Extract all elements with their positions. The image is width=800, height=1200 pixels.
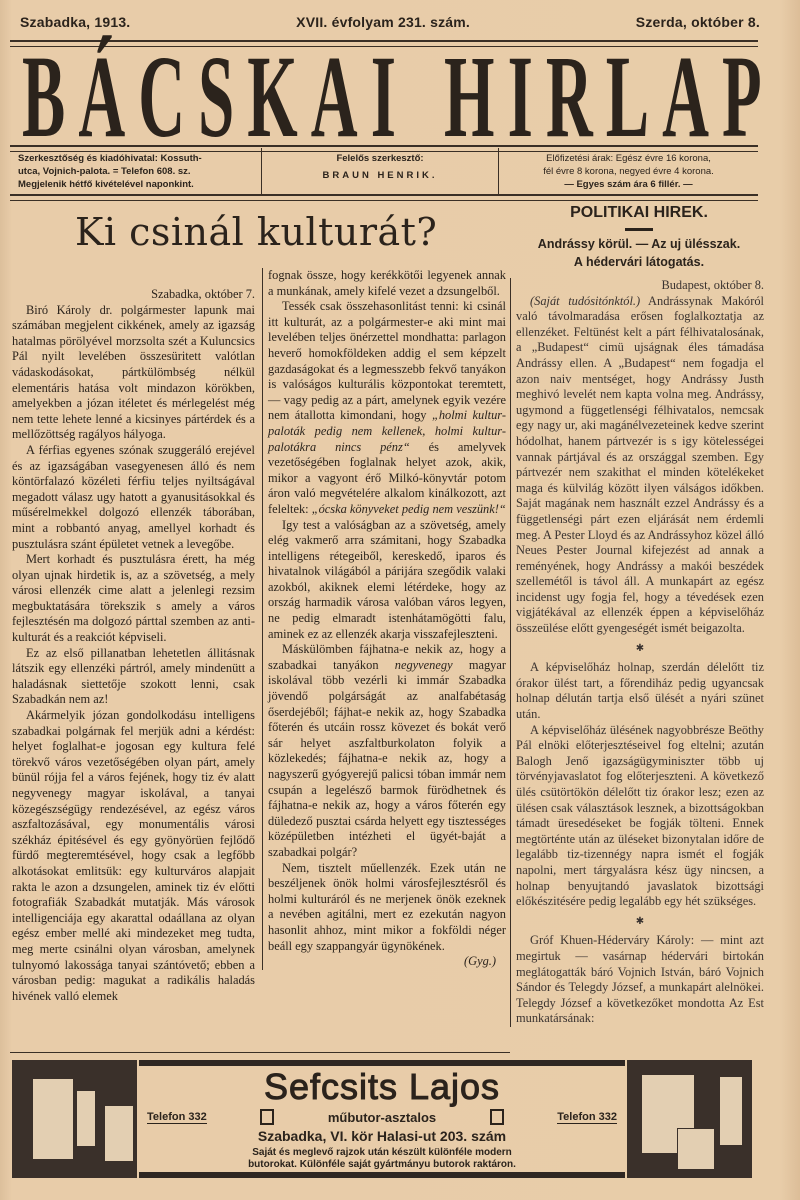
wardrobe-shape: [32, 1078, 74, 1160]
quote-italic: „holmi kultur-paloták pedig nem kellenek, holmi kultur-palotákra nincs pénz“: [268, 408, 506, 454]
masthead-letter: I: [507, 31, 533, 162]
emphasis-italic: negyvenegy: [394, 657, 453, 672]
politics-column: [510, 278, 764, 1027]
advert-description: butorokat. Különféle saját gyártmányu butorok raktáron.: [248, 1159, 516, 1170]
article-column-1: [12, 287, 255, 1004]
masthead-letter: A: [662, 31, 709, 162]
paragraph: Ez az első pillanatban lehetetlen állitásnak látszik egy ellenzéki pártról, amely mindenütt a haladásnak siettetője szokott lenni, csak Szabadkán nem az!: [12, 645, 255, 707]
advertiser-name: Sefcsits Lajos: [263, 1066, 501, 1107]
phone-right: Telefon 332: [557, 1110, 617, 1123]
article-headline: Ki csinál kulturát?: [75, 210, 438, 254]
office-line: Megjelenik hétfő kivételével naponkint.: [18, 179, 194, 190]
price-line: — Egyes szám ára 6 fillér. —: [564, 179, 693, 190]
issue-date: Szerda, október 8.: [635, 14, 760, 30]
editor-info: [262, 148, 499, 196]
mirror-shape: [76, 1090, 96, 1147]
kitchen-furniture-illustration: [627, 1060, 752, 1178]
text-run: magyar iskolával több vezérli ki immár Szabadka jövendő polgárságát az analfabétaság őserdejéből; fájhat-e nekik az, hogy Szabadka főterén és utcáin rossz kövezet és bokát verő sár helyet aszfaltburkolaton folyik a közlekedés; fájhatna-e nekik az, hogy a nagyszerű gyógyerejű palicsi tóban immár nem csupán a legelésző barmok fürödhetnek és fájhatna-e nekik az, hogy a város főterén egy düledező pusztai csárda helyett egy tisztességes középületben intézheti el ügyét-baját a szabadkai polgár?: [268, 657, 506, 859]
paragraph: Akármelyik józan gondolkodásu intelligens szabadkai polgárnak fel merjük adni a kérdést: helyet foglalhat-e jogosan egy kultura felé törekvő város vezetőségében olyan párt, amely bünül rójja fel a város fejének, hogy tiz év alatt negyvenegy magyar iskolával, a tanyai közegészségügy rendezésével, az egész város aszfaltozásával, egy monumentális városi székház épitésével és egy gyönyörüen fejlődő fürdő megteremtésével, hogy csak a legfőbb alkotásokat emlitsük: egy kulturváros alapjait rakta le azon a dzsungelen, aminek tiz év előtti fotografiák Szabadkát mutatják. Más városok intelligenciája egy akarattal odaállana az olyan egész ember mellé aki mindezeket meg tudta, meg merte csinálni olyan városban, amelynek tulnyomó lakossága tanyai szántóvető; ebben a városban pedig: magukat a radikális haladás hivének valló elemek: [12, 708, 255, 1003]
masthead-letter: L: [605, 31, 650, 162]
office-line: utca, Vojnich-palota. = Telefon 608. sz.: [18, 166, 191, 177]
politics-dateline: Budapest, október 8.: [661, 278, 764, 292]
paragraph: Igy test a valóságban az a szövetség, amely elég vakmerő arra számitani, hogy Szabadka intelligens rétegeiből, kereskedő, iparos és hivatalnok világából a párijára szegődik valaki azokból, akiknek elemi létérdeke, hogy az ország harmadik városa valóban város legyen, ne pedig elmaradt istenhátamögötti falu, aminek ez az ellenzék akarja visszafejleszteni.: [268, 517, 506, 641]
advert-text: [139, 1060, 625, 1178]
divider: [10, 1052, 510, 1053]
paragraph: Gróf Khuen-Héderváry Károly: — mint azt megirtuk — vasárnap hédervári birtokán meglátogatták báró Vojnich István, báró Vojnich Sándor és Telegdy József, a munkapárt alelnökei. Telegdy József a következőket mondotta Az Est munkatársának:: [516, 933, 764, 1026]
masthead-letter: K: [247, 31, 298, 162]
price-line: fél évre 8 korona, negyed évre 4 korona.: [543, 166, 714, 177]
info-bar: [10, 148, 758, 196]
masthead-letter: C: [138, 31, 186, 162]
price-line: Előfizetési árak: Egész évre 16 korona,: [546, 153, 711, 164]
masthead-letter: H: [444, 31, 495, 162]
paragraph: fognak össze, hogy kerékkötői legyenek annak a munkának, amely kifelé vezet a dzsungelből.: [268, 268, 506, 298]
paragraph: A képviselőház ülésének nagyobbrésze Beöthy Pál elnöki előterjesztéseivel fog eltelni; azután Balogh Jenő igazságügyminiszter több uj törvényjavaslatot fog előterjeszteni. A következő ülés csütörtökön délelőtt tiz órakor lesz; ezen az ülésen csak választások lesznek, a bizottságokban támadt üresedéseket be fogják tölteni. Ennek megtörténte után az üléseket bizonytalan időre de legalább tiz-tizennégy napra ismét el fogják napolni, mert tárgyalásra kész ügy nincsen, a holnap benyujtandó javaslatok bizottsági előkészitésére pedig legalább egy hét szükséges.: [516, 722, 764, 909]
masthead-letter: R: [545, 31, 593, 162]
article-dateline: Szabadka, október 7.: [151, 287, 255, 301]
divider: [625, 228, 653, 231]
trade: műbutor-asztalos: [327, 1109, 437, 1125]
text-run: Tessék csak összehasonlitást tenni: ki csinál itt kulturát, az a polgármester-e aki mint mai levelében teljes önérzettel mondhatta: parlagon heverő homokföldeken addig el sem képzelt gazdaságokat és a legmesszebb fekvő tanyákon is valóságos kulturális központokat teremtett, — vagy pedig az a párt, amelynek egyik vezére nem átallotta kimondani, hogy: [268, 299, 506, 423]
office-line: Szerkesztőség és kiadóhivatal: Kossuth-: [18, 153, 202, 164]
subheadline: A hédervári látogatás.: [573, 255, 705, 269]
furniture-advert: [12, 1060, 752, 1178]
source-italic: (Saját tudósitónktól.): [530, 293, 641, 308]
paragraph: [268, 299, 506, 517]
article-signature: (Gyg.): [464, 954, 496, 969]
paragraph: A képviselőház holnap, szerdán délelőtt tiz órakor ülést tart, a főrendiház pedig ugyancsak holnap délután tartja első ülését a nyári szünet után.: [516, 660, 764, 722]
quote-italic: „ócska könyveket pedig nem veszünk!“: [311, 501, 506, 516]
paragraph: A férfias egyenes szónak szuggeráló erejével és az igazságában vasegyenesen álló és nem köntörfalazó közéleti férfiu teljes nyiltságával megadott válasz ugy hatott a gyanusitásokkal és műsérelmekkel dolgozó ellenzék táborában, mint a robbantó anyag, amellyel korhadt és pusztulásra szánt épületet vetnek a levegőbe.: [12, 442, 255, 551]
phone-left: Telefon 332: [147, 1110, 207, 1123]
editor-label: Felelős szerkesztő:: [336, 153, 424, 164]
bedroom-furniture-illustration: [12, 1060, 137, 1178]
section-title: POLITIKAI HIREK.: [570, 204, 708, 221]
subheadline: Andrássy körül. — Az uj ülésszak.: [537, 237, 741, 251]
paragraph: Biró Károly dr. polgármester lapunk mai számában megjelent cikkének, amely az igazság hatalmas pörölyével morzsolta szét a Kuluncsics Pál nyilt levelében összesüritett valótlan vádaskodásokat, pártkülömbség nélkül elementáris hatása volt mindazon körökben, amelyekben a józan itéletet és mérlegelést még nem tette lehete lenné a kicsinyes pártérdek és a mellőzöttség ragályos hályoga.: [12, 302, 255, 442]
editor-name: BRAUN HENRIK.: [322, 170, 438, 181]
office-info: [10, 148, 262, 196]
top-line: [20, 14, 760, 30]
masthead-letter: I: [370, 31, 396, 162]
masthead-letter: Á: [78, 31, 126, 162]
square-icon: [260, 1109, 274, 1125]
subscription-info: [499, 148, 758, 196]
masthead-letter: B: [22, 31, 66, 162]
masthead-letter: A: [310, 31, 358, 162]
paragraph: Mert korhadt és pusztulásra érett, ha még olyan ujnak hirdetik is, az a szövetség, a mely városi ellenzék cime alatt a jelenlegi rezsim megbuktatására törekszik s amely a város fejlesztésén ma dolgozó párttal szemben az anti-kulturát és a reakciót képviseli.: [12, 552, 255, 645]
politics-header: [510, 200, 768, 271]
paragraph: [268, 642, 506, 860]
text-run: és amelyvek vezetőségében foglalnak helyet azok, akik, mikor a vagyont érő Milkó-könyvtár potom áron való megvételére alkalom kinálkozott, azt feleltek:: [268, 439, 506, 516]
bed-shape: [104, 1105, 134, 1162]
article-column-2: [262, 268, 506, 970]
separator-icon: ✱: [635, 915, 645, 927]
cupboard-shape: [719, 1076, 743, 1146]
text-run: Máskülömben fájhatna-e nekik az, hogy a szabadkai tanyákon: [268, 642, 506, 672]
advert-phone-row: [147, 1109, 617, 1125]
text-run: Andrássynak Makóról való távolmaradása erősen foglalkoztatja az ellenzéket. Feltünést kelt a párt félhivatalosának, a „Budapest“ cimü ujságnak éles támadása Andrássy ellen. A „Budapest“ nem fogadja el azon naiv mentséget, hogy Andrássy Justh meghivó levelét nem kapta volna meg. Andrássy, ugymond a függetlenségi félhivatalos, nemcsak egy nagy ur, aki magánélvezeteinek kedve szerint hódolhat, hanem pártvezér is s igy kötelességei vannak pártjával és az országgal szemben. Egy pártvezér nem szakithat el minden kötelékeket maga és külvilág között ilyen válságos időkben. Saját magának nem használt ezzel Andrássy és a függetlenségi párt ezen eljárását nem érdemli meg. A Pester Lloyd és az Andrássyhoz közel álló Neues Pester Journal kifejezést ad annak a reményének, hogy Andrássy a makói beszédek szellemétől is távol áll. A munkapárt az egész incidenst ugy fogja fel, hogy a tévedések ezen vigjátékával az ellenzék éppen a képviselőház összeülése előtt gyengeségét ismét beigazolta.: [516, 293, 765, 636]
masthead-letter: S: [198, 31, 235, 162]
masthead-letter: P: [722, 31, 762, 162]
advert-description: Saját és meglevő rajzok után készült különféle modern: [252, 1147, 512, 1158]
issue-number: XVII. évfolyam 231. szám.: [296, 14, 471, 30]
square-icon: [490, 1109, 504, 1125]
advert-address: Szabadka, VI. kör Halasi-ut 203. szám: [257, 1128, 507, 1144]
paragraph: [516, 294, 764, 637]
place-year: Szabadka, 1913.: [20, 14, 131, 30]
table-shape: [677, 1128, 715, 1170]
paragraph: Nem, tisztelt műellenzék. Ezek után ne beszéljenek önök holmi városfejlesztésről és holmi kulturáról és ne merjenek önök ezeknek a nevében agitálni, mert ez ezekután nagyon hasonlit ahhoz, mint mikor a fokföldi néger beáll egy szappangyár ügynökének.: [268, 860, 506, 953]
separator-icon: ✱: [635, 642, 645, 654]
